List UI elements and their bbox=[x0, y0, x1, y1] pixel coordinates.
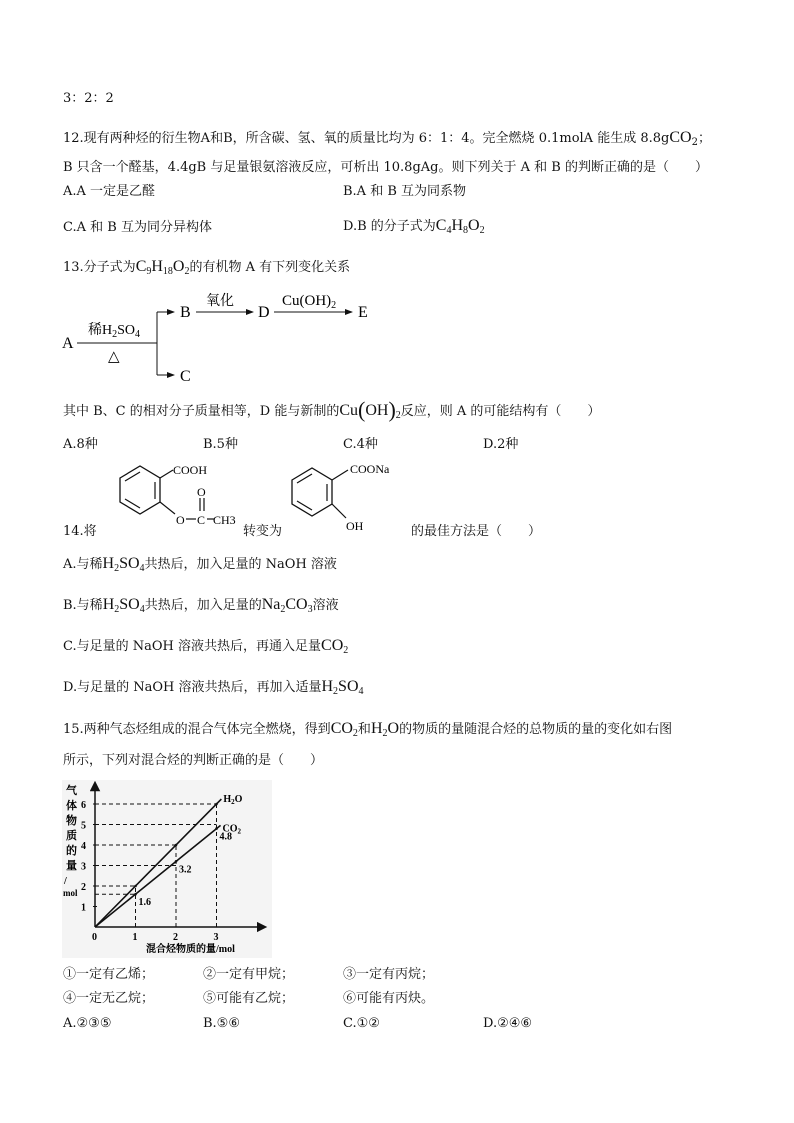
q15-option-d: D.②④⑥ bbox=[483, 1016, 533, 1031]
point-CO2-1 bbox=[134, 893, 137, 896]
y-tick-label-6: 6 bbox=[81, 800, 86, 811]
q13-option-b: B.5种 bbox=[203, 437, 238, 452]
q12-option-d: D.B 的分子式为$C_4H_8O_2$ bbox=[343, 217, 485, 236]
reagent-oxidize: 氧化 bbox=[206, 294, 234, 309]
x-axis-label: 混合烃物质的量/mol bbox=[146, 944, 235, 955]
q13-option-a: A.8种 bbox=[63, 437, 98, 452]
node-e: E bbox=[358, 304, 368, 321]
point-H2O-2 bbox=[175, 844, 178, 847]
q14-option-d: D.与足量的 NaOH 溶液共热后，再加入适量$H_2SO_4$ bbox=[63, 678, 364, 697]
q13-description: 其中 B、C 的相对分子质量相等，D 能与新制的$Cu(OH)_2$反应，则 A 的可能结构有（ ） bbox=[63, 397, 601, 422]
coona-label: COONa bbox=[350, 462, 390, 476]
q13-option-d: D.2种 bbox=[483, 437, 519, 452]
q13-stem: 13.分子式为$C_9H_{18}O_2$的有机物 A 有下列变化关系 bbox=[63, 258, 351, 277]
y-tick-label-2: 2 bbox=[81, 882, 86, 893]
x-tick-label-2: 2 bbox=[173, 932, 178, 943]
point-H2O-3 bbox=[215, 803, 218, 806]
q15-chart bbox=[62, 780, 272, 958]
q15-statement-2: ②一定有甲烷； bbox=[203, 967, 295, 982]
ester-o-label: O bbox=[176, 513, 185, 527]
x-tick-label-0: 0 bbox=[92, 932, 97, 943]
x-tick-label-3: 3 bbox=[213, 932, 219, 943]
point-CO2-3 bbox=[215, 827, 218, 830]
y-axis-label-unit: mol bbox=[63, 888, 78, 898]
previous-answer-fragment: 3：2：2 bbox=[63, 91, 114, 106]
y-tick-label-1: 1 bbox=[81, 902, 86, 914]
q15-stem-line1: 15.两种气态烃组成的混合气体完全燃烧，得到$CO_2$和$H_2O$的物质的量随混合烃的总物质的量的变化如右图 bbox=[63, 720, 673, 739]
q14-option-b: B.与稀$H_2SO_4$共热后，加入足量的$Na_2CO_3$溶液 bbox=[63, 596, 339, 615]
q14-suffix: 的最佳方法是（ ） bbox=[411, 524, 542, 539]
annotation-3.2: 3.2 bbox=[179, 864, 192, 876]
q15-option-c: C.①② bbox=[343, 1016, 380, 1031]
q15-statement-3: ③一定有丙烷； bbox=[343, 967, 435, 982]
formula-cu-oh-2: $Cu(OH)_2$ bbox=[339, 397, 401, 422]
point-CO2-2 bbox=[175, 860, 178, 863]
x-tick-label-1: 1 bbox=[132, 932, 138, 943]
oh-label: OH bbox=[346, 519, 364, 533]
q13-reaction-diagram bbox=[60, 285, 390, 390]
y-axis-label-char: 气 bbox=[66, 785, 77, 797]
q14-mid-text: 转变为 bbox=[243, 524, 283, 539]
q15-option-a: A.②③⑤ bbox=[63, 1016, 112, 1031]
q12-option-a: A.A 一定是乙醛 bbox=[63, 184, 156, 199]
q14-option-a: A.与稀$H_2SO_4$共热后，加入足量的 NaOH 溶液 bbox=[63, 555, 337, 574]
carbonyl-o-label: O bbox=[197, 485, 206, 499]
q14-option-c: C.与足量的 NaOH 溶液共热后，再通入足量$CO_2$ bbox=[63, 637, 349, 656]
point-H2O-1 bbox=[134, 885, 137, 888]
q15-statement-5: ⑤可能有乙烷； bbox=[203, 991, 295, 1006]
y-axis-label-char: 物 bbox=[66, 815, 77, 827]
y-axis-label-char: 量 bbox=[66, 860, 77, 872]
heat-symbol: △ bbox=[108, 349, 120, 365]
series-label-CO2: $CO_2$ bbox=[222, 823, 242, 836]
y-tick-label-4: 4 bbox=[81, 841, 86, 852]
q12-option-b: B.A 和 B 互为同系物 bbox=[343, 184, 467, 199]
y-tick-label-3: 3 bbox=[81, 861, 86, 873]
q15-option-b: B.⑤⑥ bbox=[203, 1016, 240, 1031]
q12-stem-line1: 12.现有两种烃的衍生物A和B，所含碳、氢、氧的质量比均为 6：1：4。完全燃烧 0.1molA 能生成 8.8gCO$_2$； bbox=[63, 129, 711, 148]
q13-option-c: C.4种 bbox=[343, 437, 378, 452]
y-axis-label-char: 质 bbox=[66, 830, 77, 842]
q15-statement-6: ⑥可能有丙炔。 bbox=[343, 991, 435, 1006]
reagent-dilute-h2so4: 稀$H_2SO_4$ bbox=[88, 323, 141, 340]
y-axis-label-char: 体 bbox=[66, 800, 77, 812]
formula-c4h8o2: $C_4H_8O_2$ bbox=[435, 217, 485, 236]
q12-stem-line2: B 只含一个醛基，4.4gB 与足量银氨溶液反应，可析出 10.8gAg。则下列关于 A 和 B 的判断正确的是（ ） bbox=[63, 160, 708, 175]
annotation-4.8: 4.8 bbox=[219, 831, 232, 843]
y-tick-label-5: 5 bbox=[81, 820, 86, 832]
q15-statement-4: ④一定无乙烷； bbox=[63, 991, 155, 1006]
formula-c9h18o2: $C_9H_{18}O_2$ bbox=[135, 258, 190, 277]
series-label-H2O: $H_2O$ bbox=[223, 794, 243, 807]
q15-stem-line2: 所示，下列对混合烃的判断正确的是（ ） bbox=[63, 753, 324, 768]
node-a: A bbox=[62, 335, 74, 352]
ch3-label: CH3 bbox=[213, 513, 236, 527]
y-axis-label-slash: / bbox=[64, 876, 67, 887]
sodium-salicylate-structure bbox=[282, 458, 412, 543]
q15-statement-1: ①一定有乙烯； bbox=[63, 967, 155, 982]
y-axis-label-char: 的 bbox=[66, 845, 77, 857]
node-b: B bbox=[180, 304, 191, 321]
aspirin-structure bbox=[95, 458, 245, 543]
node-d: D bbox=[258, 304, 270, 321]
carbonyl-c-label: C bbox=[197, 513, 206, 527]
annotation-1.6: 1.6 bbox=[138, 897, 151, 909]
reagent-cu-oh-2: $Cu(OH)_2$ bbox=[282, 293, 337, 311]
q14-prefix: 14.将 bbox=[63, 524, 97, 539]
q12-option-c: C.A 和 B 互为同分异构体 bbox=[63, 220, 212, 235]
cooh-label: COOH bbox=[173, 463, 208, 477]
node-c: C bbox=[180, 368, 191, 385]
